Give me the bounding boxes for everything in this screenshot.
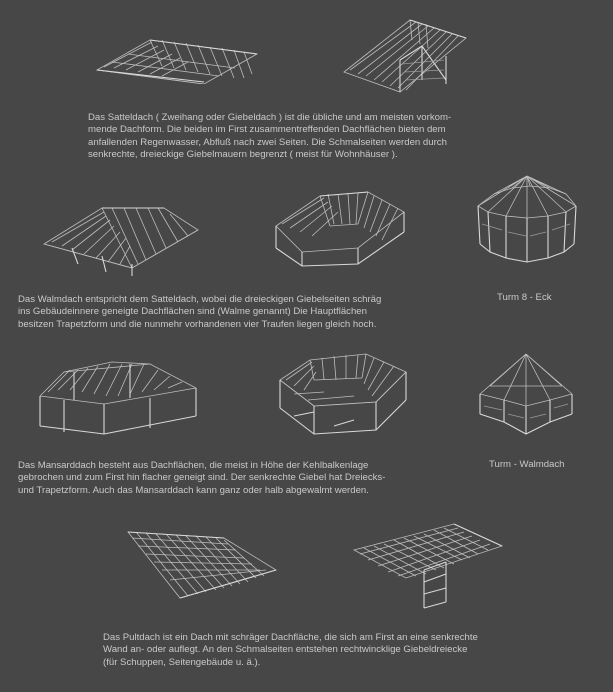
- mansarddach-description: Das Mansarddach besteht aus Dachflächen, die meist in Höhe der Kehlbalkenlage gebrochen und zum First hin flacher geneigt sind. Der senkrechte Giebel hat Dreiecks- und Trapetzform. Auch das Mansarddach kann ganz oder halb abgewalmt werden.: [18, 460, 386, 496]
- satteldach-drawing-1: [92, 18, 262, 84]
- turm-walmdach-caption: Turm - Walmdach: [489, 459, 565, 470]
- satteldach-image-1: [92, 18, 262, 84]
- pultdach-image-1: [124, 528, 280, 602]
- turm-walmdach-drawing: [474, 350, 578, 438]
- satteldach-drawing-2: [340, 10, 470, 102]
- pultdach-drawing-2: [350, 518, 506, 614]
- satteldach-image-2: [340, 10, 470, 102]
- walmdach-image-1: [40, 186, 202, 276]
- walmdach-drawing-2: [272, 182, 408, 272]
- mansarddach-image-2: [274, 346, 412, 438]
- turm-walmdach-image: [474, 350, 578, 438]
- turm-8-eck-drawing: [472, 172, 582, 264]
- turm-8-eck-caption: Turm 8 - Eck: [497, 292, 552, 303]
- pultdach-description: Das Pultdach ist ein Dach mit schräger Dachfläche, die sich am First an eine senkrechte Wand an- oder auflegt. An den Schmalseiten entstehen rechtwincklige Giebeldreiecke (für Schuppen, Seitengebäude u. ä.).: [103, 632, 478, 668]
- walmdach-description: Das Walmdach entspricht dem Satteldach, wobei die dreieckigen Giebelseiten schräg ins Gebäudeinnere geneigte Dachflächen sind (Walme genannt) Die Hauptflächen besitzen Trapetzform und die nunmehr vorhandenen vier Traufen liegen gleich hoch.: [18, 294, 382, 330]
- walmdach-image-2: [272, 182, 408, 272]
- pultdach-drawing-1: [124, 528, 280, 602]
- turm-8-eck-image: [472, 172, 582, 264]
- mansarddach-drawing-2: [274, 346, 412, 438]
- walmdach-drawing-1: [40, 186, 202, 276]
- pultdach-image-2: [350, 518, 506, 614]
- mansarddach-image-1: [34, 350, 202, 436]
- satteldach-description: Das Satteldach ( Zweihang oder Giebeldach ) ist die übliche und am meisten vorkom- mende Dachform. Die beiden im First zusammentreffenden Dachflächen bieten dem anfallenden Regenwasser, Abfluß nach zwei Seiten. Die Schmalseiten werden durch senkrechte, dreieckige Giebelmauern begrenzt ( meist für Wohnhäuser ).: [88, 112, 452, 161]
- mansarddach-drawing-1: [34, 350, 202, 436]
